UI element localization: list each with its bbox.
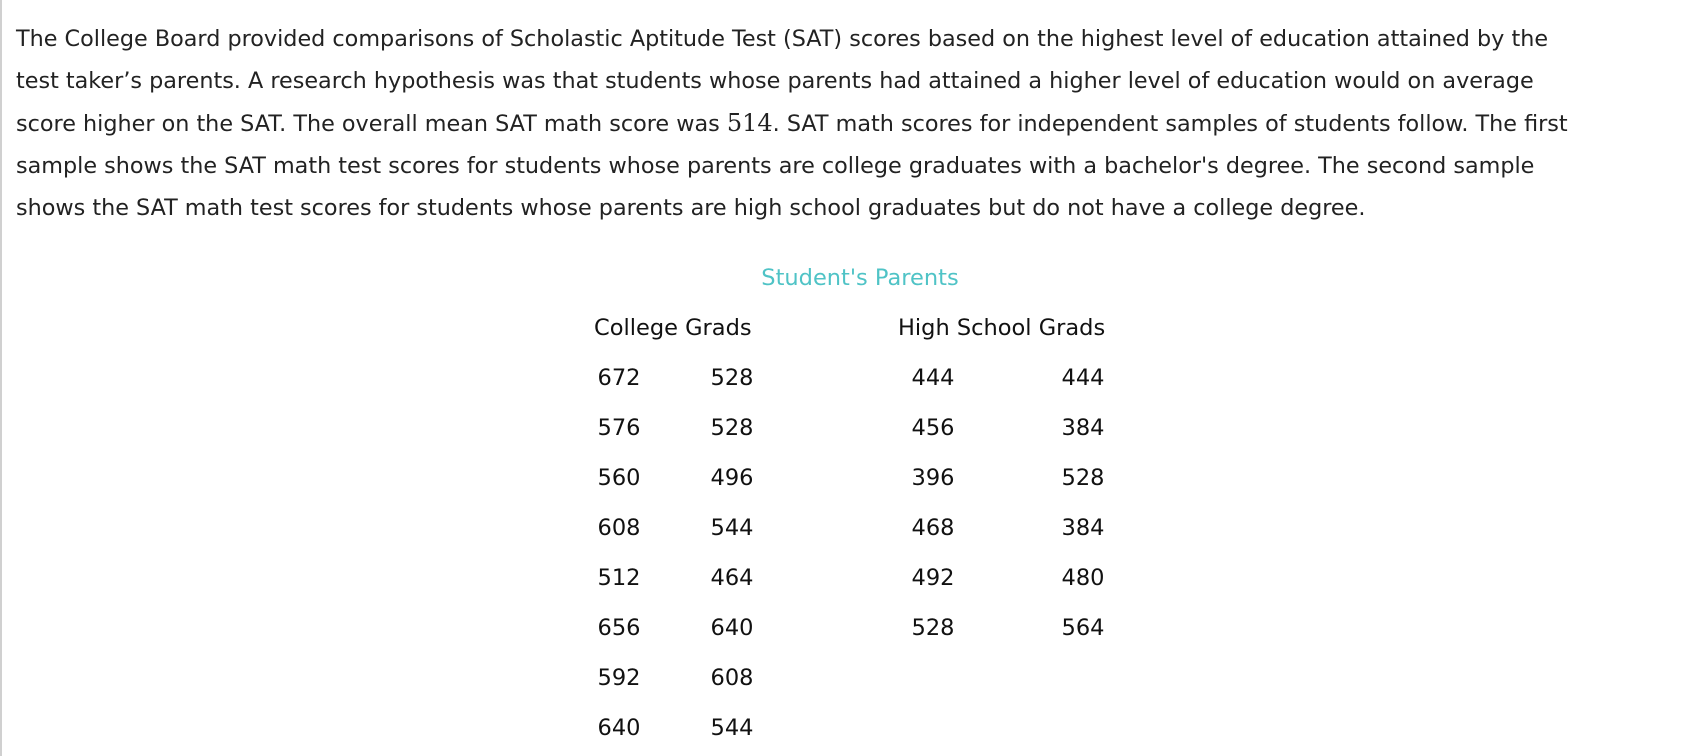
- score-cell: 528: [911, 615, 955, 641]
- score-cell: 456: [911, 415, 955, 441]
- score-cell: 592: [597, 665, 641, 691]
- score-cell: 544: [710, 515, 754, 541]
- problem-line: shows the SAT math test scores for students whose parents are high school graduates but do not have a college degree.: [16, 195, 1366, 221]
- score-cell: 640: [710, 615, 754, 641]
- problem-line: The College Board provided comparisons of Scholastic Aptitude Test (SAT) scores based on the highest level of education attained by the: [16, 26, 1549, 52]
- score-cell: 528: [710, 415, 754, 441]
- score-cell: 444: [911, 365, 955, 391]
- score-cell: 564: [1061, 615, 1105, 641]
- score-cell: 528: [710, 365, 754, 391]
- score-cell: 444: [1061, 365, 1105, 391]
- score-cell: 640: [597, 715, 641, 741]
- left-border: [0, 0, 2, 756]
- group-header-college-grads: College Grads: [594, 315, 752, 341]
- score-cell: 656: [597, 615, 641, 641]
- score-cell: 480: [1061, 565, 1105, 591]
- score-cell: 468: [911, 515, 955, 541]
- score-cell: 464: [710, 565, 754, 591]
- table-title: Student's Parents: [761, 265, 959, 291]
- problem-text: [16, 18, 1700, 229]
- score-cell: 396: [911, 465, 955, 491]
- score-cell: 528: [1061, 465, 1105, 491]
- problem-line: score higher on the SAT. The overall mean SAT math score was 514. SAT math scores for independent samples of students follow. The first: [16, 109, 1568, 137]
- overall-mean-value: 514: [726, 109, 773, 137]
- score-cell: 544: [710, 715, 754, 741]
- score-cell: 576: [597, 415, 641, 441]
- group-header-high-school-grads: High School Grads: [898, 315, 1106, 341]
- score-cell: 608: [597, 515, 641, 541]
- problem-line: sample shows the SAT math test scores for students whose parents are college graduates with a bachelor's degree. The second sample: [16, 153, 1535, 179]
- score-cell: 512: [597, 565, 641, 591]
- problem-line: test taker’s parents. A research hypothesis was that students whose parents had attained a higher level of education would on average: [16, 68, 1534, 94]
- score-cell: 672: [597, 365, 641, 391]
- score-cell: 608: [710, 665, 754, 691]
- score-cell: 384: [1061, 515, 1105, 541]
- score-cell: 560: [597, 465, 641, 491]
- score-cell: 496: [710, 465, 754, 491]
- score-cell: 384: [1061, 415, 1105, 441]
- score-cell: 492: [911, 565, 955, 591]
